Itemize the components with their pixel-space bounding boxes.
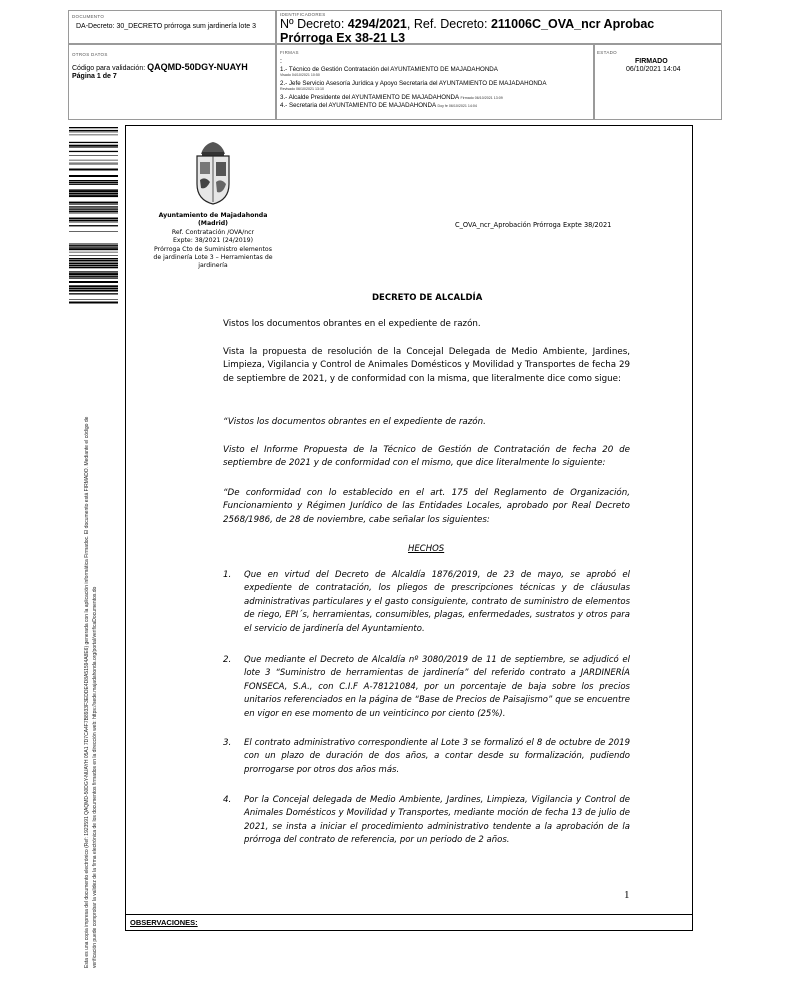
codigo-label: Código para validación: <box>72 65 146 72</box>
vertical-validation-text: Esta es una copia impresa del documento electrónico (Ref: 1923591 QAQMD-50DGY-NUAYH 05A1 7D7CA4F7B8933F3EDDE4D8A51594A8E6) generada con la aplicación informática Firmadoc. El documento está FIRMADO. Mediante el código de <box>84 416 90 968</box>
documento-text: DA-Decreto: 30_DECRETO prórroga sum jardinería lote 3 <box>76 23 257 30</box>
estado-value: FIRMADO <box>635 58 668 65</box>
decree-number: 4294/2021 <box>347 17 407 31</box>
coat-of-arms-icon <box>190 138 236 206</box>
firma-4-sub: Doy fe 06/10/2021 14:04 <box>437 104 477 108</box>
firma-3-sub: Firmado 06/10/2021 13:09 <box>460 96 503 100</box>
observaciones-divider <box>125 914 693 915</box>
identificadores-label: IDENTIFICADORES <box>280 12 326 17</box>
org-name: Ayuntamiento de Majadahonda <box>158 212 268 219</box>
list-item-number: 4. <box>223 795 232 805</box>
ref-code: 211006C_OVA_ncr Aprobac <box>490 17 655 31</box>
paragraph-propuesta: Vista la propuesta de resolución de la Concejal Delegada de Medio Ambiente, Jardines, Limpieza, Vigilancia y Control de Animales Domésticos y Movilidad y Transportes de fecha 29 de septiembre de 2021, y de conformidad con la misma, que literalmente dice como sigue: <box>223 347 630 384</box>
firma-4 <box>280 102 477 109</box>
organization-block <box>150 212 276 271</box>
document-reference: C_OVA_ncr_Aprobación Prórroga Expte 38/2021 <box>455 221 612 229</box>
decree-number-line <box>280 17 654 31</box>
codigo-value: QAQMD-50DGY-NUAYH <box>147 62 248 72</box>
org-expte: Expte: 38/2021 (24/2019) <box>173 237 253 245</box>
firmas-dot: : <box>280 58 282 65</box>
barcode-icon <box>69 127 118 305</box>
documento-label: DOCUMENTO <box>72 14 105 19</box>
firma-1-sub: Visado 04/10/2021 10:50 <box>280 73 320 77</box>
decree-prefix: Nº Decreto: <box>280 17 345 31</box>
paragraph-vistos: Vistos los documentos obrantes en el expediente de razón. <box>223 319 481 329</box>
estado-date: 06/10/2021 14:04 <box>626 66 681 73</box>
ref-prefix: , Ref. Decreto: <box>406 17 488 31</box>
page-title: DECRETO DE ALCALDÍA <box>372 293 483 303</box>
list-item: El contrato administrativo correspondiente al Lote 3 se formalizó el 8 de octubre de 2019 con un plazo de duración de dos años, a contar desde su formalización, pudiendo prorrogarse por otros dos años más. <box>244 738 630 775</box>
firma-2-sub: Revisado 06/10/2021 13:10 <box>280 87 324 91</box>
firma-1: 1.- Técnico de Gestión Contratación del AYUNTAMIENTO DE MAJADAHONDA <box>280 66 498 73</box>
firmas-label: FIRMAS <box>280 50 299 55</box>
firma-2: 2.- Jefe Servicio Asesoría Jurídica y Apoyo Secretaría del AYUNTAMIENTO DE MAJADAHONDA <box>280 80 547 87</box>
otros-datos-label: OTROS DATOS <box>72 52 108 57</box>
org-province: (Madrid) <box>197 220 229 228</box>
vertical-verification-text: verificación puede comprobar la validez de la firma electrónica de los documentos firmados en la dirección web: https://sede.majadahonda.org/portal/verificaDocumentos.do <box>92 586 98 968</box>
hechos-heading: HECHOS <box>408 544 445 554</box>
list-item-number: 2. <box>223 655 232 665</box>
firma-3 <box>280 94 503 101</box>
list-item-number: 3. <box>223 738 232 748</box>
paragraph-quote-vistos: “Vistos los documentos obrantes en el expediente de razón. <box>223 417 486 427</box>
pagina-indicator: Página 1 de 7 <box>72 73 117 80</box>
list-item: Que en virtud del Decreto de Alcaldía 1876/2019, de 23 de mayo, se aprobó el expediente de contratación, los pliegos de prescripciones técnicas y de cláusulas administrativas particulares y el gasto consiguiente, contrato de suministro de elementos de riego, EPI´s, herramientas, consumibles, plagas, enfermedades, sustratos y otros para el servicio de jardinería del Ayuntamiento. <box>244 570 630 634</box>
list-item-number: 1. <box>223 570 232 580</box>
org-subject: Prórroga Cto de Suministro elementos de jardinería Lote 3 – Herramientas de jardinería <box>153 245 273 270</box>
firma-3-text: 3.- Alcalde Presidente del AYUNTAMIENTO DE MAJADAHONDA <box>280 94 459 101</box>
estado-box <box>594 44 722 120</box>
org-ref: Ref. Contratación /OVA/ncr <box>171 228 255 236</box>
ref-code-line2 <box>280 31 405 45</box>
observaciones-label: OBSERVACIONES: <box>130 918 198 927</box>
list-item: Que mediante el Decreto de Alcaldía nº 3080/2019 de 11 de septiembre, se adjudicó el lote 3 “Suministro de herramientas de jardinería” del referido contrato a JARDINERÍA FONSECA, S.A., con C.I.F A-78121084, por un porcentaje de baja sobre los precios unitarios referenciados en la página de “Base de Precios de Paisajismo” que se encuentre en vigor en ese momento de un veinticinco por ciento (25%). <box>244 655 630 719</box>
list-item: Por la Concejal delegada de Medio Ambiente, Jardines, Limpieza, Vigilancia y Control de Animales Domésticos y Movilidad y Transportes, mediante moción de fecha 13 de julio de 2021, se insta a iniciar el procedimiento administrativo tendente a la aprobación de la prórroga del contrato de referencia, por un periodo de 2 años. <box>244 795 630 846</box>
estado-label: ESTADO <box>597 50 617 55</box>
page-number: 1 <box>624 889 630 901</box>
ref-code-continuation: Prórroga Ex 38-21 L3 <box>280 31 406 45</box>
firma-4-text: 4.- Secretaria del AYUNTAMIENTO DE MAJADAHONDA <box>280 102 436 109</box>
paragraph-informe: Visto el Informe Propuesta de la Técnico de Gestión de Contratación de fecha 20 de septiembre de 2021 y de conformidad con el mismo, que dice literalmente lo siguiente: <box>223 445 630 469</box>
paragraph-conformidad: “De conformidad con lo establecido en el art. 175 del Reglamento de Organización, Funcionamiento y Régimen Jurídico de las Entidades Locales, aprobado por Real Decreto 2568/1986, de 28 de noviembre, cabe señalar los siguientes: <box>223 488 630 525</box>
